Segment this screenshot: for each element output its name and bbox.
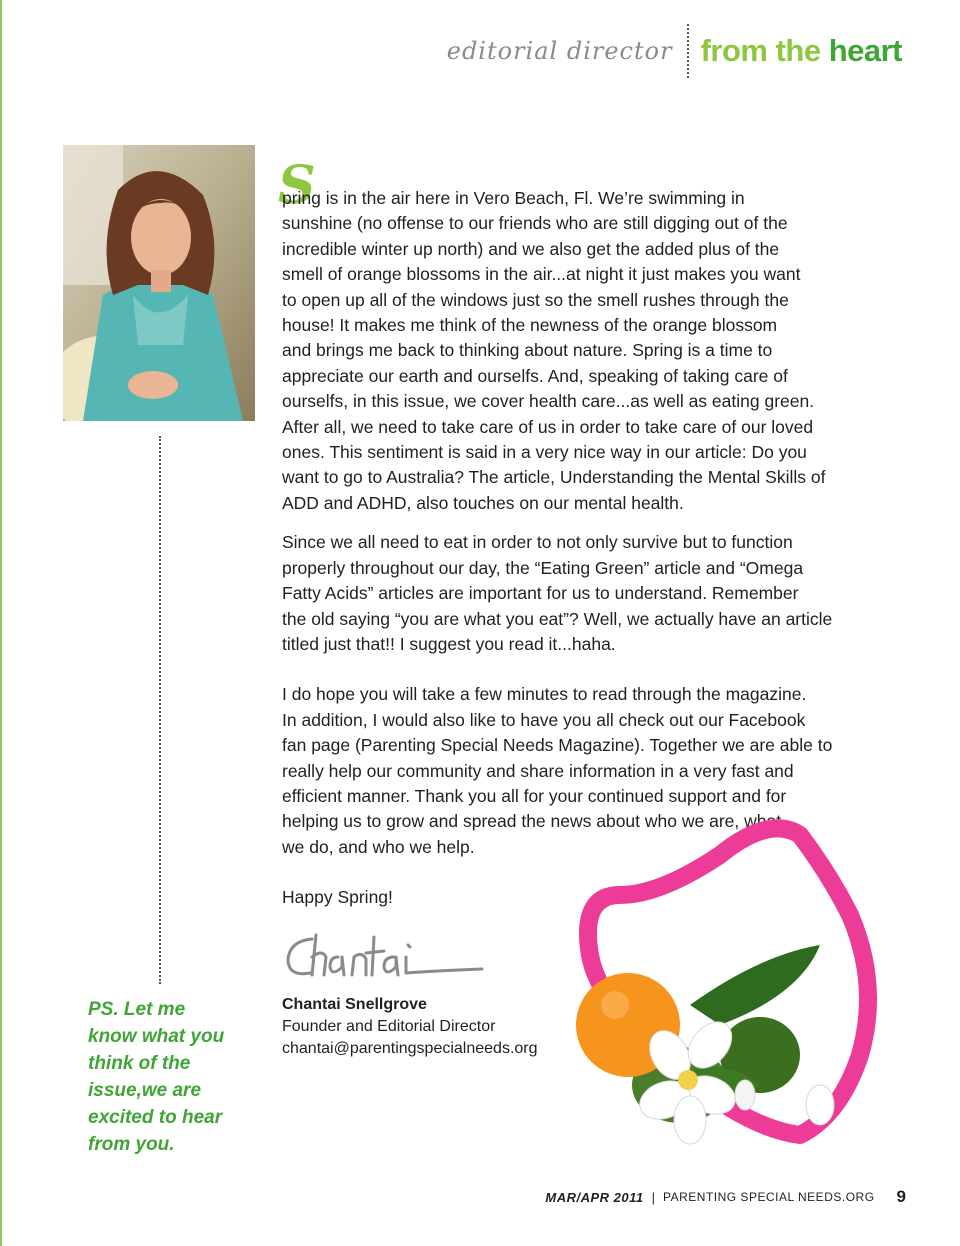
signature-name: Chantai Snellgrove <box>282 996 427 1013</box>
letter-paragraph-2: Since we all need to eat in order to not only survive but to function properly throughout our day, the “Eating Green” article and “Omega Fatty Acids” articles are important for us to understand. Remember the old saying “you are what you eat”? Well, we actually have an article titled just that!! I suggest you read it...haha. <box>282 532 833 654</box>
issue-date: MAR/APR 2011 <box>545 1189 644 1205</box>
page-number: 9 <box>896 1187 906 1206</box>
page-footer <box>545 1187 906 1207</box>
signature-image <box>282 927 492 987</box>
heart-orange-illustration <box>560 795 940 1180</box>
page-header <box>447 26 902 76</box>
left-margin-rule <box>0 0 2 1246</box>
letter-paragraph-1: pring is in the air here in Vero Beach, Fl. We’re swimming in sunshine (no offense to our friends who are still digging out of the incredible winter up north) and we also get the added plus of the smell of orange blossoms in the air...at night it just makes you want to open up all of the windows just so the smell rushes through the house! It makes me think of the newness of the orange blossom and brings me back to thinking about nature. Spring is a time to appreciate our earth and ourselfs. And, speaking of taking care of ourselfs, in this issue, we cover health care...as well as eating green. After all, we need to take care of us in order to take care of our loved ones. This sentiment is said in a very nice way in our article: Do you want to go to Australia? The article, Understanding the Mental Skills of ADD and ADHD, also touches on our mental health. <box>282 188 826 513</box>
ps-note: PS. Let me know what you think of the issue,we are excited to hear from you. <box>88 999 225 1155</box>
portrait-photo-icon <box>63 145 255 421</box>
signature-email: chantai@parentingspecialneeds.org <box>282 1040 538 1057</box>
footer-separator: | <box>651 1189 655 1205</box>
vertical-dotted-divider <box>159 436 161 984</box>
drop-cap: S <box>278 155 316 216</box>
header-divider <box>687 24 689 78</box>
handwritten-signature-icon <box>282 927 492 987</box>
signature-role: Founder and Editorial Director <box>282 1018 496 1035</box>
section-label: editorial director <box>446 37 673 65</box>
column-title-part2: heart <box>828 33 902 68</box>
column-title-part1: from the <box>700 33 829 68</box>
heart-icon <box>560 795 940 1175</box>
letter-paragraph-3: I do hope you will take a few minutes to read through the magazine. In addition, I would also like to have you all check out our Facebook fan page (Parenting Special Needs Magazine). Together we are able to really help our community and share information in a very fast and efficient manner. Thank you all for your continued support and for helping us to grow and spread the news about who we are, what we do, and who we help. <box>282 684 833 857</box>
author-photo <box>63 145 255 421</box>
publication-name: PARENTING SPECIAL NEEDS.ORG <box>662 1190 875 1204</box>
letter-closing: Happy Spring! <box>282 887 393 908</box>
column-title <box>701 33 902 69</box>
